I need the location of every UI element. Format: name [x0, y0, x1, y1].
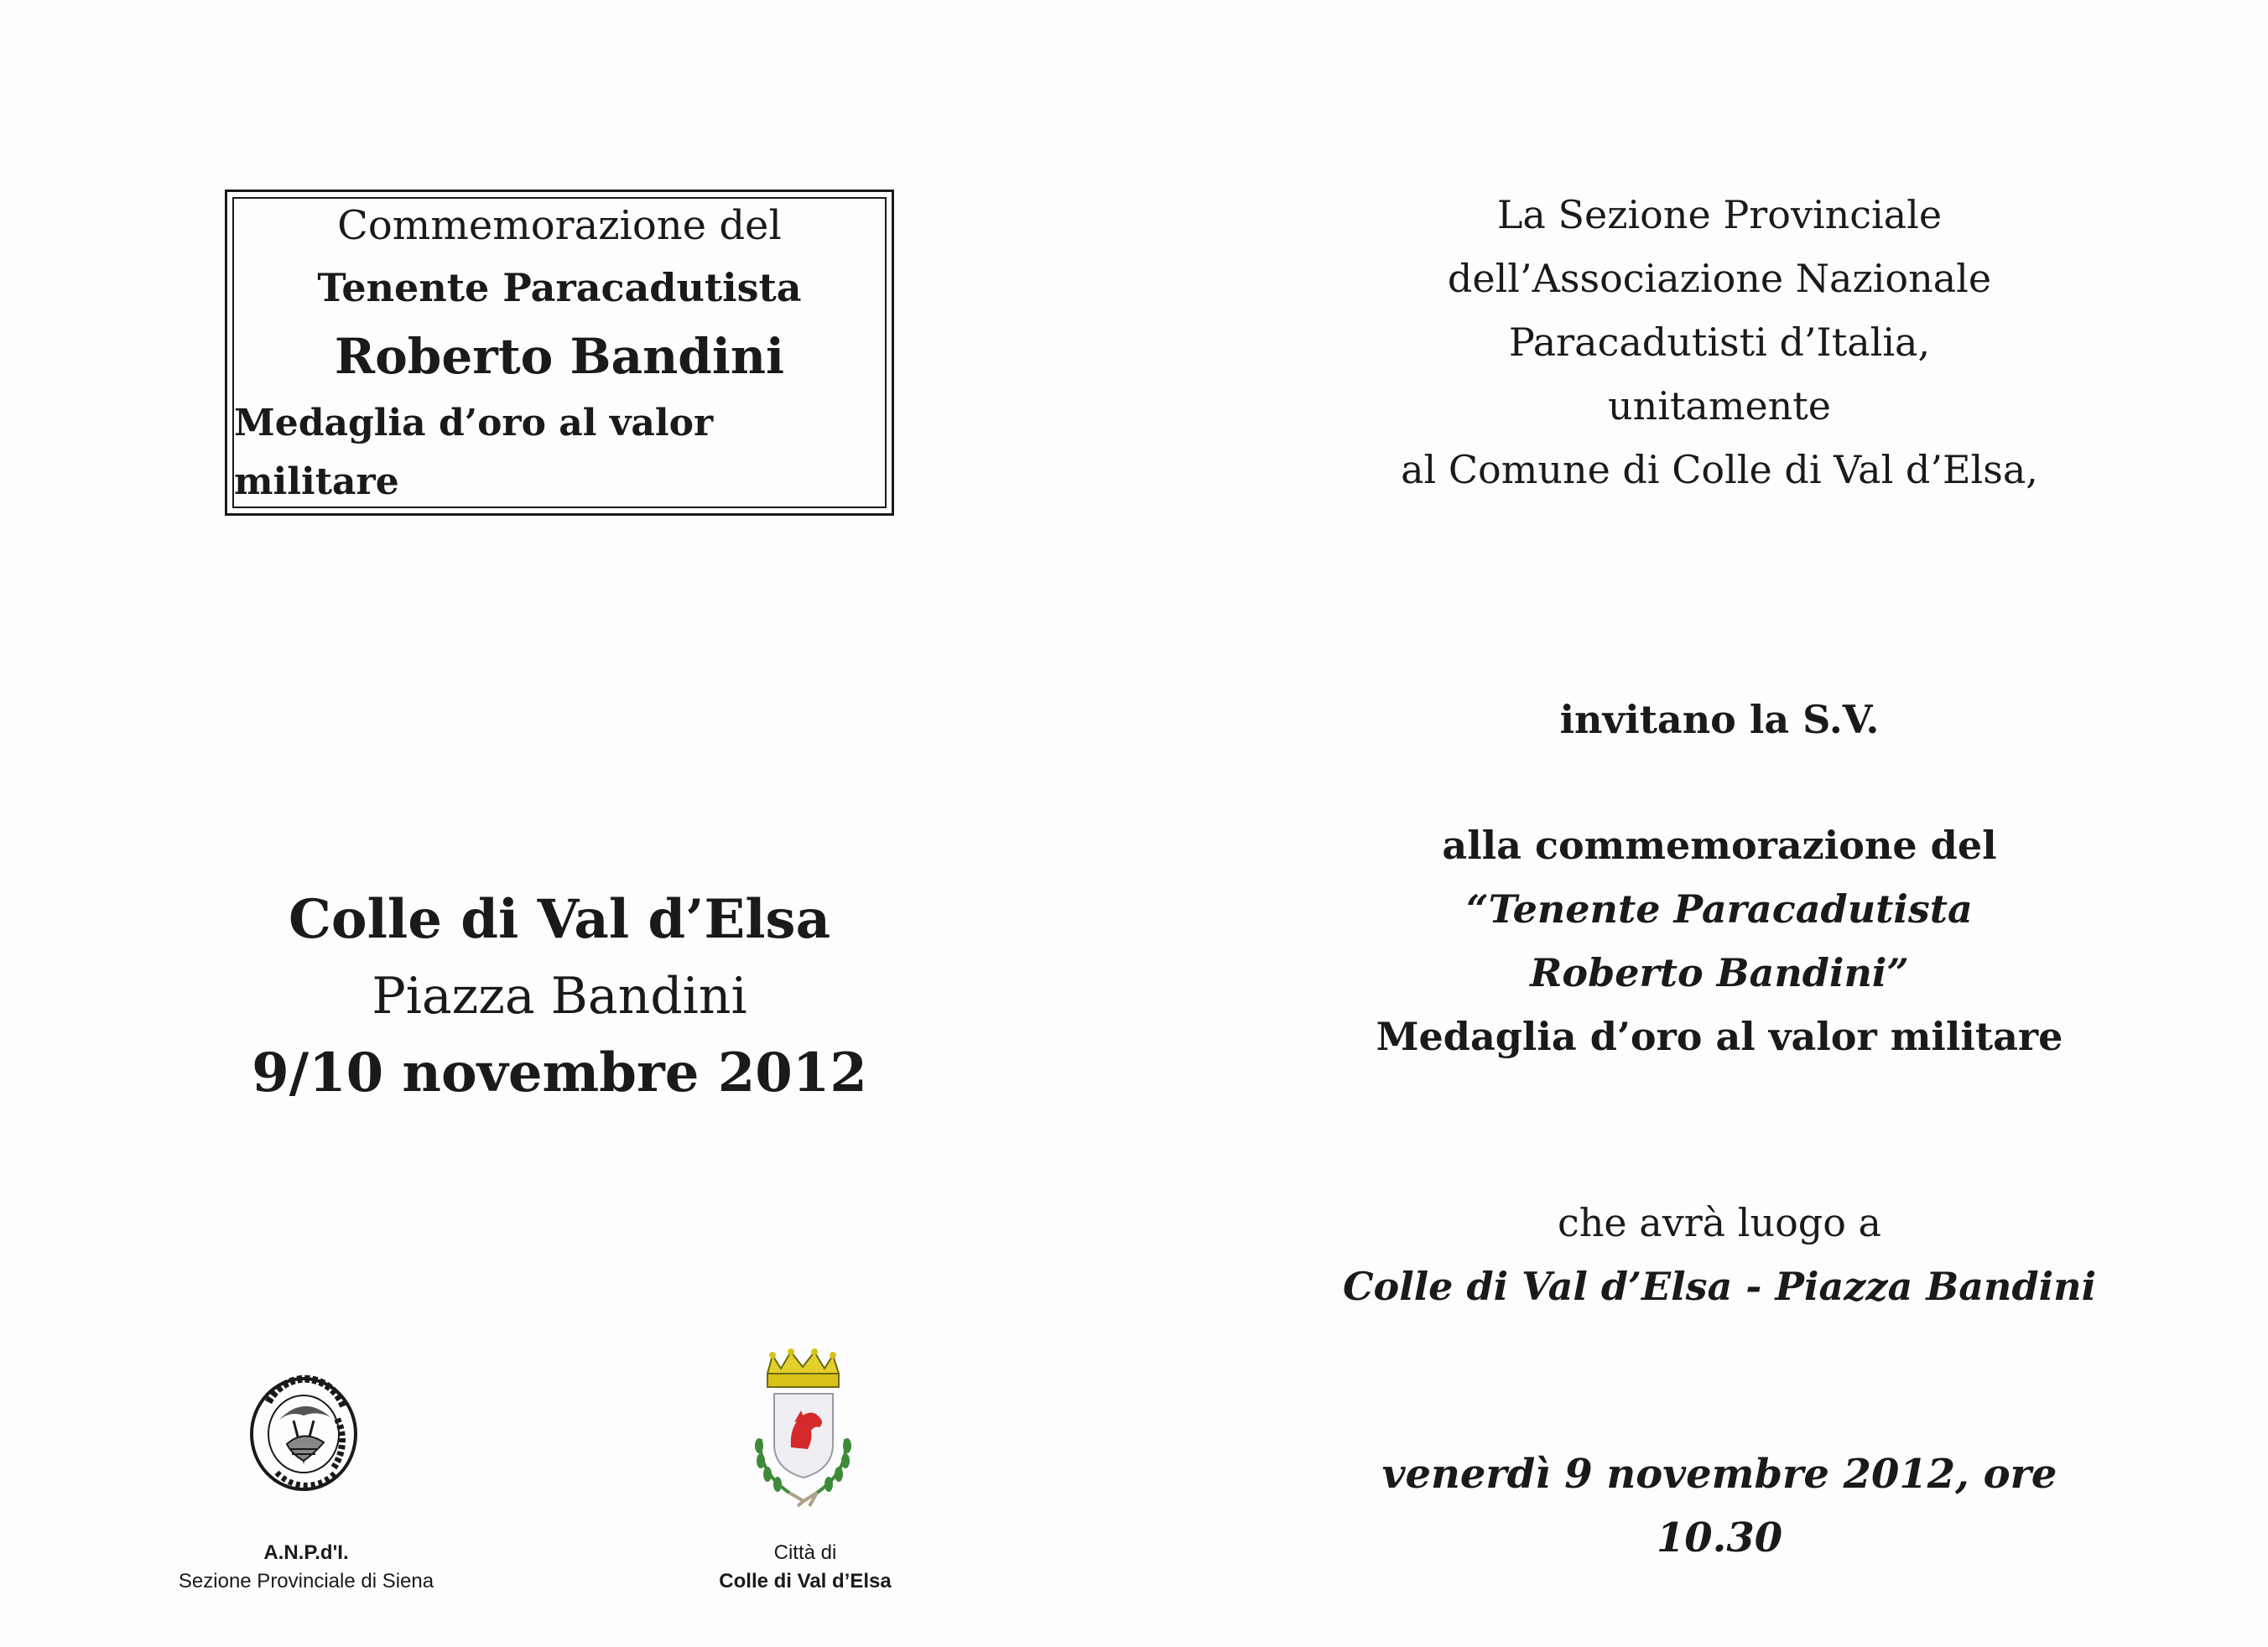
anpdi-caption-subtitle: Sezione Provinciale di Siena	[178, 1570, 434, 1592]
commemoration-medal: Medaglia d’oro al valor militare	[1376, 1014, 2063, 1059]
colle-caption-prefix: Città di	[773, 1541, 837, 1564]
venue-intro: che avrà luogo a	[1558, 1200, 1881, 1245]
title-box-inner	[232, 197, 887, 508]
title-box-line-2: Tenente Paracadutista	[317, 264, 802, 310]
anpdi-caption	[126, 1539, 486, 1596]
place-city: Colle di Val d’Elsa	[288, 888, 831, 951]
anpdi-caption-title: A.N.P.d'I.	[263, 1541, 349, 1564]
anpdi-seal-icon	[243, 1369, 365, 1499]
intro-line: Paracadutisti d’Italia,	[1508, 320, 1931, 365]
title-box-line-1: Commemorazione del	[337, 201, 782, 249]
venue-location: Colle di Val d’Elsa - Piazza Bandini	[1342, 1264, 2097, 1309]
event-datetime: venerdì 9 novembre 2012, ore 10.30	[1381, 1451, 2057, 1561]
intro-line: dell’Associazione Nazionale	[1447, 256, 1992, 301]
place-square: Piazza Bandini	[372, 967, 747, 1026]
commemoration-intro: alla commemorazione del	[1442, 823, 1997, 868]
title-box-medal: Medaglia d’oro al valor militare	[234, 401, 714, 503]
commemoration-rank: “Tenente Paracadutista	[1466, 886, 1973, 932]
colle-caption	[654, 1539, 956, 1596]
place-block	[225, 881, 894, 1114]
intro-block	[1342, 183, 2097, 501]
commemoration-block	[1342, 813, 2097, 1068]
place-date: 9/10 novembre 2012	[252, 1042, 867, 1104]
commemoration-name: Roberto Bandini”	[1530, 950, 1909, 995]
intro-line: La Sezione Provinciale	[1496, 192, 1943, 237]
intro-line: unitamente	[1607, 383, 1832, 429]
title-box	[225, 190, 894, 516]
colle-caption-name: Colle di Val d’Elsa	[719, 1570, 892, 1592]
title-box-honoree-name: Roberto Bandini	[334, 327, 785, 385]
colle-coat-of-arms-icon	[742, 1345, 864, 1513]
invite-line: invitano la S.V.	[1559, 697, 1880, 742]
venue-block	[1342, 1191, 2097, 1318]
intro-line: al Comune di Colle di Val d’Elsa,	[1401, 447, 2038, 492]
